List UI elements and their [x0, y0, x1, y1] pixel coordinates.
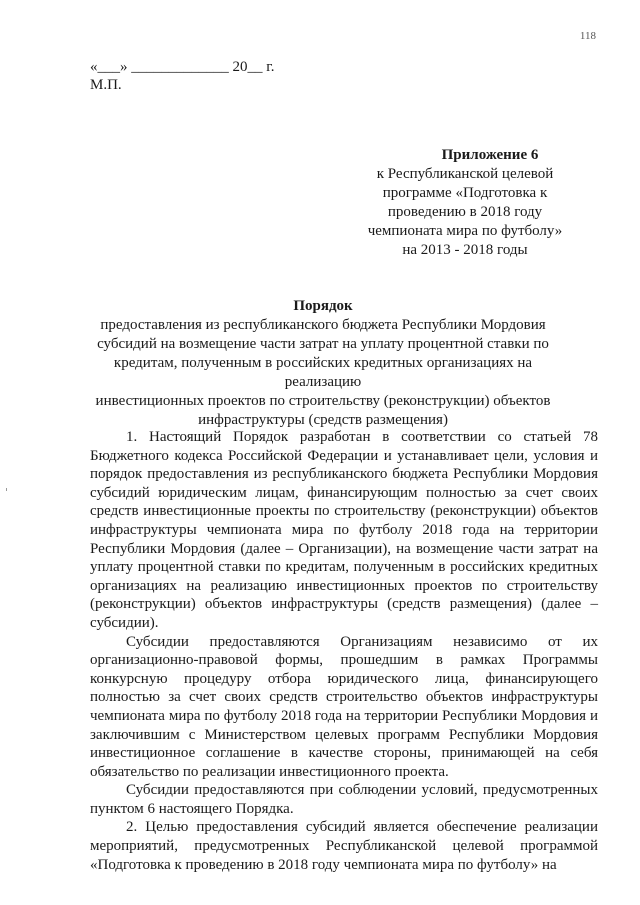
order-subtitle-line: кредитам, полученным в российских кредитных организациях на реализацию — [113, 355, 533, 390]
page-number: 118 — [579, 30, 596, 42]
paragraph: 2. Целью предоставления субсидий является обеспечение реализации мероприятий, предусмотренных Республиканской целевой программой «Подготовка к проведению в 2018 году чемпионата мира по футболу» на — [90, 819, 598, 873]
appendix-line: на 2013 - 2018 годы — [402, 242, 528, 258]
appendix-line: программе «Подготовка к — [382, 185, 548, 201]
order-subtitle-line: инвестиционных проектов по строительству (реконструкции) объектов — [95, 393, 551, 409]
appendix-line: проведению в 2018 году — [387, 204, 543, 220]
appendix-title: Приложение 6 — [441, 147, 539, 163]
order-subtitle-line: предоставления из республиканского бюджета Республики Мордовия — [100, 317, 546, 333]
margin-mark — [6, 488, 7, 491]
appendix-line: чемпионата мира по футболу» — [367, 223, 563, 239]
paragraph: Субсидии предоставляются при соблюдении условий, предусмотренных пунктом 6 настоящего Порядка. — [90, 782, 598, 817]
order-title: Порядок — [293, 298, 353, 314]
stamp-line: М.П. — [90, 77, 122, 93]
date-line: «___» _____________ 20__ г. — [90, 59, 275, 75]
order-heading — [78, 297, 568, 430]
appendix-line: к Республиканской целевой — [376, 166, 554, 182]
order-subtitle-line: субсидий на возмещение части затрат на уплату процентной ставки по — [97, 336, 549, 352]
paragraph: 1. Настоящий Порядок разработан в соответствии со статьей 78 Бюджетного кодекса Российской Федерации и устанавливает цели, условия и порядок предоставления из республиканского бюджета Республики Мордовия субсидий юридическим лицам, финансирующим полностью за счет своих средств инвестиционные проекты по строительству (реконструкции) объектов инфраструктуры чемпионата мира по футболу 2018 года на территории Республики Мордовия (далее – Организации), на возмещение части затрат на уплату процентной ставки по кредитам, полученным в российских кредитных организациях на реализацию инвестиционных проектов по строительству (реконструкции) объектов инфраструктуры (средств размещения) (далее – субсидии). — [90, 429, 598, 631]
order-subtitle-line: инфраструктуры (средств размещения) — [198, 412, 448, 428]
body-text — [90, 428, 598, 874]
appendix-block — [350, 146, 580, 260]
paragraph: Субсидии предоставляются Организациям независимо от их организационно-правовой формы, прошедшим в рамках Программы конкурсную процедуру отбора юридического лица, финансирующего полностью за счет своих средств строительство объектов инфраструктуры чемпионата мира по футболу 2018 года на территории Республики Мордовия и заключившим с Министерством целевых программ Республики Мордовия инвестиционное соглашение в качестве стороны, принимающей на себя обязательство по реализации инвестиционного проекта. — [90, 633, 598, 780]
